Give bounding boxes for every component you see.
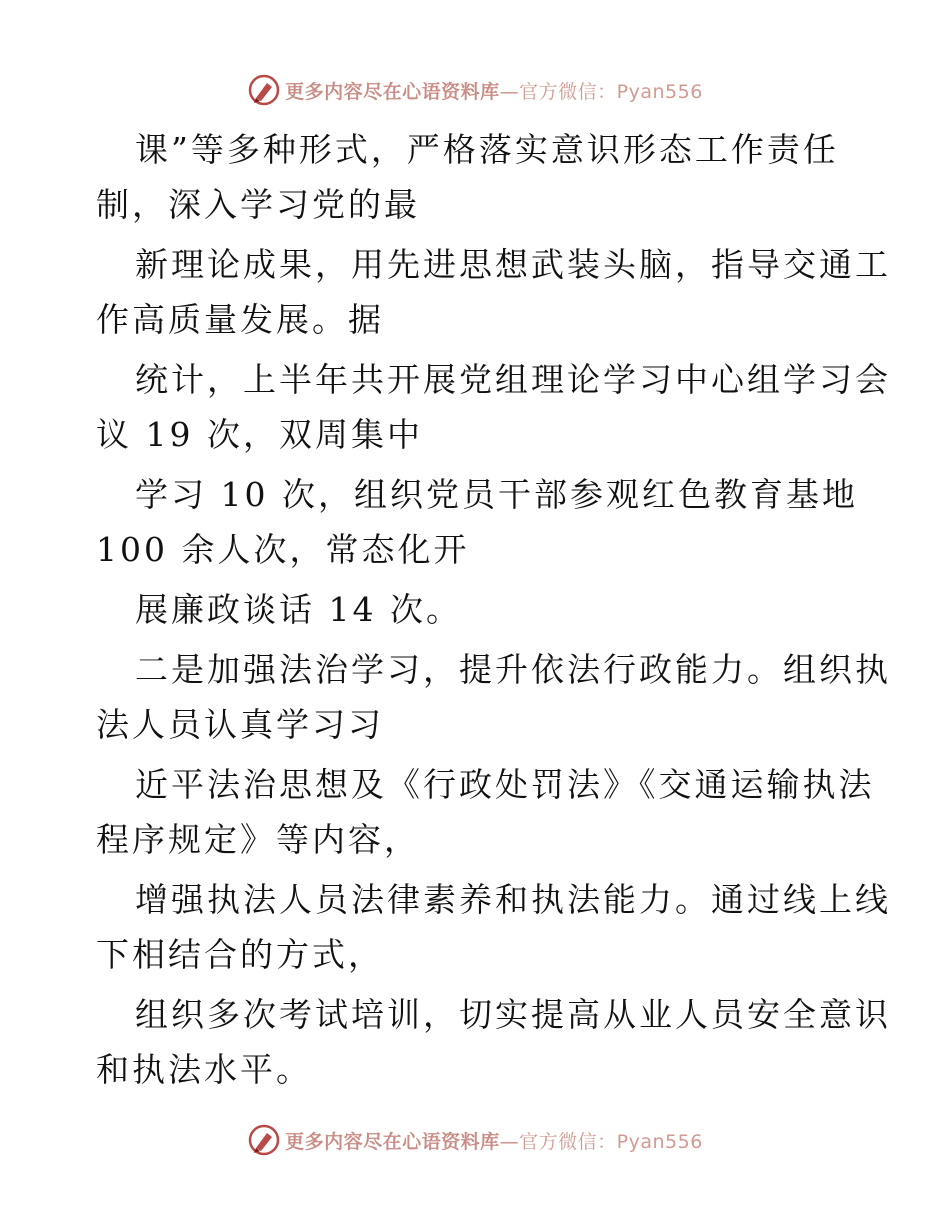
body-line: 统计，上半年共开展党组理论学习中心组学习会 [135, 360, 891, 399]
body-line: 课”等多种形式，严格落实意识形态工作责任 [135, 130, 839, 169]
body-line: 二是加强法治学习，提升依法行政能力。组织执 [135, 650, 891, 689]
pen-logo-icon [247, 1123, 281, 1157]
pen-logo-icon [247, 73, 281, 107]
body-line: 程序规定》等内容， [96, 820, 420, 859]
body-line: 组织多次考试培训，切实提高从业人员安全意识 [135, 995, 891, 1034]
body-line: 议 19 次，双周集中 [96, 415, 423, 454]
watermark-contact: 官方微信：Pyan556 [519, 80, 703, 103]
watermark-separator: — [499, 1130, 520, 1153]
body-line: 制，深入学习党的最 [96, 185, 420, 224]
footer-watermark [0, 1120, 950, 1160]
watermark-brand: 更多内容尽在心语资料库 [285, 80, 500, 103]
watermark-contact: 官方微信：Pyan556 [519, 1130, 703, 1153]
watermark-separator: — [499, 80, 520, 103]
body-line: 作高质量发展。据 [96, 300, 384, 339]
body-line: 100 余人次，常态化开 [96, 530, 470, 569]
body-line: 展廉政谈话 14 次。 [135, 590, 462, 629]
body-line: 近平法治思想及《行政处罚法》《交通运输执法 [135, 765, 875, 804]
body-line: 和执法水平。 [96, 1050, 312, 1089]
watermark-brand: 更多内容尽在心语资料库 [285, 1130, 500, 1153]
body-line: 增强执法人员法律素养和执法能力。通过线上线 [135, 880, 891, 919]
body-line: 新理论成果，用先进思想武装头脑，指导交通工 [135, 245, 891, 284]
header-watermark [0, 70, 950, 110]
body-line: 法人员认真学习习 [96, 705, 384, 744]
body-line: 下相结合的方式， [96, 935, 384, 974]
body-line: 学习 10 次，组织党员干部参观红色教育基地 [135, 475, 858, 514]
